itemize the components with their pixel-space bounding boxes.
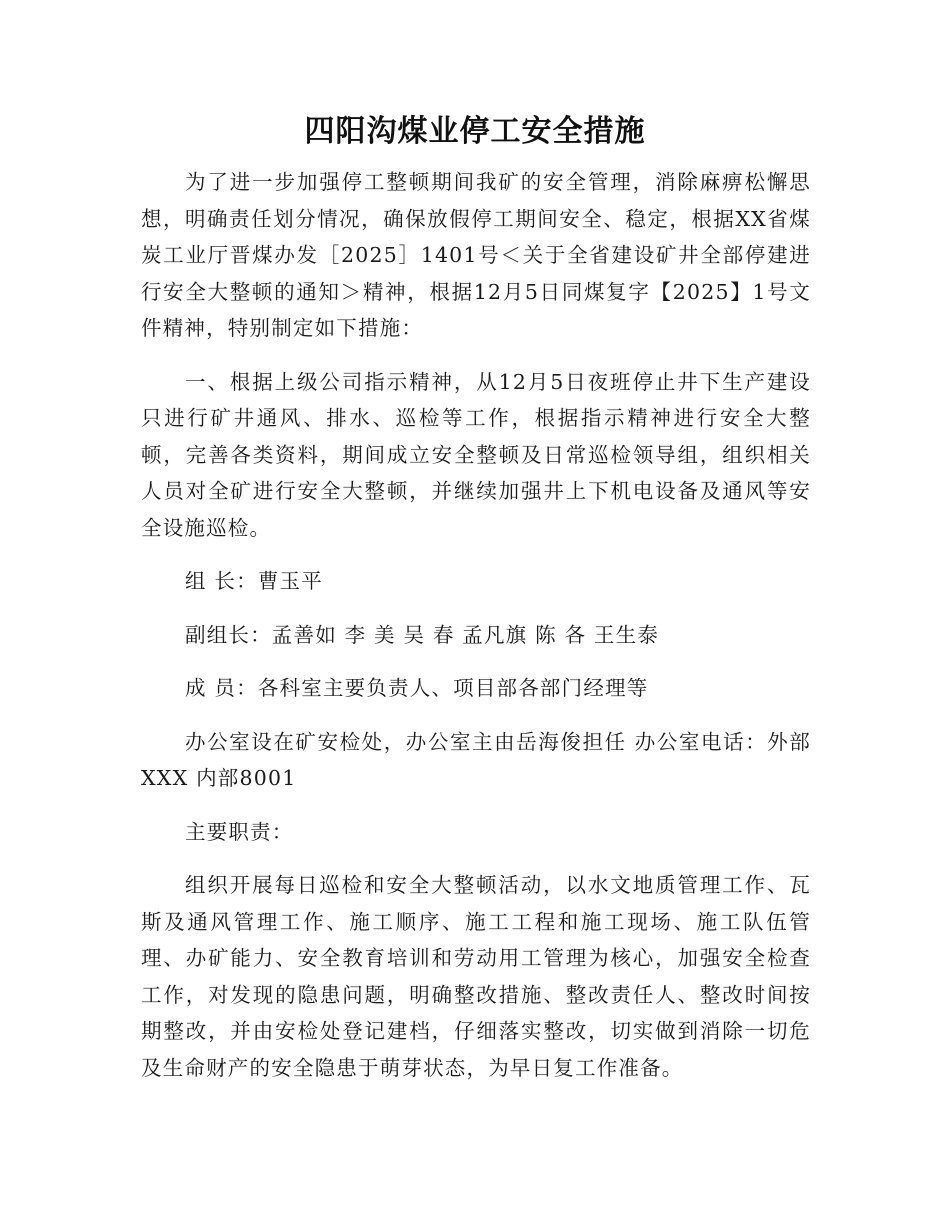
main-duties-heading: 主要职责： [185, 819, 294, 844]
deputy-leaders-line: 副组长：孟善如 李 美 吴 春 孟凡旗 陈 各 王生泰 [185, 622, 660, 647]
duties-paragraph: 组织开展每日巡检和安全大整顿活动，以水文地质管理工作、瓦斯及通风管理工作、施工顺序、施工工程和施工现场、施工队伍管理、办矿能力、安全教育培训和劳动用工管理为核心，加强安全检查工作，对发现的隐患问题，明确整改措施、整改责任人、整改时间按期整改，并由安检处登记建档，仔细落实整改，切实做到消除一切危及生命财产的安全隐患于萌芽状态，为早日复工作准备。 [141, 873, 811, 1080]
office-info-paragraph: 办公室设在矿安检处，办公室主由岳海俊担任 办公室电话：外部XXX 内部8001 [141, 729, 811, 790]
document-title: 四阳沟煤业停工安全措施 [304, 114, 646, 149]
intro-paragraph: 为了进一步加强停工整顿期间我矿的安全管理，消除麻痹松懈思想，明确责任划分情况，确保放假停工期间安全、稳定，根据XX省煤炭工业厅晋煤办发［2025］1401号＜关于全省建设矿井全部停建进行安全大整顿的通知＞精神，根据12月5日同煤复字【2025】1号文件精神，特别制定如下措施： [141, 170, 811, 340]
measure-one-paragraph: 一、根据上级公司指示精神，从12月5日夜班停止井下生产建设只进行矿井通风、排水、巡检等工作，根据指示精神进行安全大整顿，完善各类资料，期间成立安全整顿及日常巡检领导组，组织相关人员对全矿进行安全大整顿，并继续加强井上下机电设备及通风等安全设施巡检。 [141, 369, 811, 540]
group-leader-line: 组 长：曹玉平 [185, 569, 323, 593]
members-line: 成 员：各科室主要负责人、项目部各部门经理等 [185, 676, 649, 700]
document-body [141, 164, 811, 1103]
